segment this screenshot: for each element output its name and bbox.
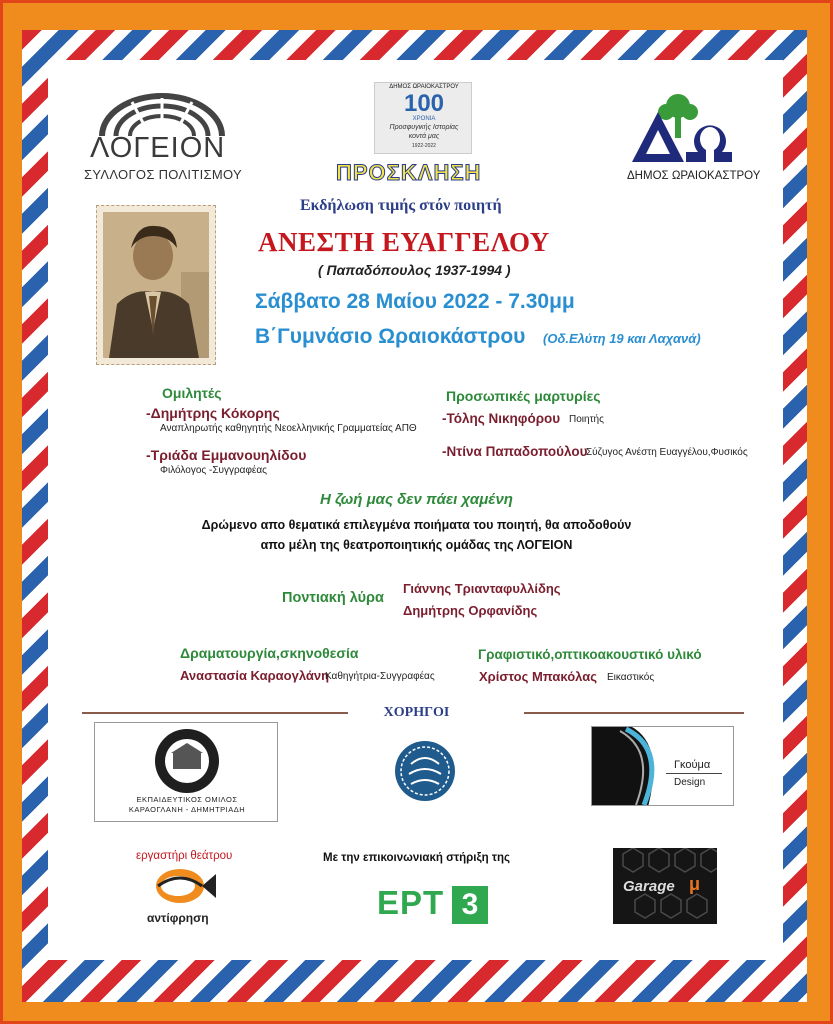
- poet-portrait: [103, 212, 209, 358]
- sponsor-garage-logo: [613, 848, 717, 924]
- invitation-title: ΠΡΟΣΚΛΗΣΗ: [336, 160, 482, 185]
- poet-years: ( Παπαδόπουλος 1937-1994 ): [318, 262, 511, 278]
- poet-name: ΑΝΕΣΤΗ ΕΥΑΓΓΕΛΟΥ: [258, 227, 550, 257]
- ert-logo-text: ΕΡΤ: [377, 884, 445, 921]
- antiphrasi-fish-icon: [152, 866, 216, 906]
- sponsor-icons-logo: [393, 738, 457, 804]
- program-line-2: απο μέλη της θεατροποιητικής ομάδας της ΛΟΓΕΙΟΝ: [260, 538, 573, 552]
- music-heading: Ποντιακή λύρα: [282, 590, 384, 606]
- logeion-arc-icon: [92, 92, 232, 136]
- gkouma-line-2: Design: [674, 777, 706, 788]
- centenary-tagline-2: κοντά μας: [408, 133, 440, 140]
- centenary-years: 1922-2022: [412, 143, 436, 149]
- speakers-heading: Ομιλητές: [162, 385, 222, 401]
- testimonies-heading: Προσωπικές μαρτυρίες: [446, 388, 601, 404]
- ert-logo-number: 3: [452, 886, 488, 924]
- speaker-name: -Δημήτρης Κόκορης: [146, 405, 280, 421]
- gkouma-divider: [666, 773, 722, 774]
- graphics-role: Εικαστικός: [607, 672, 655, 683]
- graphics-name: Χρίστος Μπακόλας: [479, 669, 597, 684]
- testimony-name: -Τόλης Νικηφόρου: [442, 411, 561, 426]
- sponsors-heading: ΧΟΡΗΓΟΙ: [383, 705, 450, 720]
- musician-name: Δημήτρης Ορφανίδης: [403, 603, 538, 618]
- media-support-text: Με την επικοινωνιακή στήριξη της: [323, 852, 510, 864]
- theatre-workshop-label: εργαστήρι θεάτρου: [136, 850, 233, 862]
- testimony-name: -Ντίνα Παπαδοπούλου: [442, 444, 588, 459]
- sponsor-gkouma-logo: [591, 726, 734, 806]
- testimony-role: Σύζυγος Ανέστη Ευαγγέλου,Φυσικός: [586, 447, 748, 458]
- director-name: Αναστασία Καραογλάνη: [180, 668, 330, 683]
- garage-mu-glyph: μ: [689, 874, 701, 894]
- sponsor-omilos-logo: [94, 722, 278, 822]
- poster-paper: [48, 60, 783, 960]
- garage-logo-text: Garage: [623, 878, 675, 895]
- speaker-name: -Τριάδα Εμμανουηλίδου: [146, 447, 307, 463]
- testimony-role: Ποιητής: [569, 414, 604, 425]
- centenary-badge: [374, 82, 472, 154]
- municipality-logo-icon: [628, 92, 734, 166]
- omilos-line-2: ΚΑΡΑΟΓΛΑΝΗ - ΔΗΜΗΤΡΙΑΔΗ: [128, 805, 246, 814]
- poet-photo-stamp: [96, 205, 216, 365]
- direction-heading: Δραματουργία,σκηνοθεσία: [180, 645, 359, 661]
- antiphrasi-text: αντίφρηση: [147, 911, 209, 925]
- speaker-role: Φιλόλογος -Συγγραφέας: [160, 465, 267, 476]
- omilos-line-1: ΕΚΠΑΙΔΕΥΤΙΚΟΣ ΟΜΙΛΟΣ: [136, 795, 238, 804]
- program-line-1: Δρώμενο απο θεματικά επιλεγμένα ποιήματα του ποιητή, θα αποδοθούν: [201, 518, 632, 532]
- event-subtitle: Εκδήλωση τιμής στόν ποιητή: [300, 197, 502, 214]
- speaker-role: Αναπληρωτής καθηγητής Νεοελληνικής Γραμματείας ΑΠΘ: [160, 423, 417, 434]
- logeion-logo-text: ΛΟΓΕΙΟΝ: [90, 132, 226, 164]
- program-heading: Η ζωή μας δεν πάει χαμένη: [320, 491, 513, 508]
- municipality-logo-text: ΔΗΜΟΣ ΩΡΑΙΟΚΑΣΤΡΟΥ: [627, 170, 761, 182]
- event-venue: Β΄Γυμνάσιο Ωραιοκάστρου: [255, 325, 526, 348]
- omilos-year: 1987: [181, 783, 193, 789]
- centenary-number: 100: [403, 90, 445, 117]
- centenary-word: ΧΡΟΝΙΑ: [412, 116, 436, 122]
- logeion-subtitle: ΣΥΛΛΟΓΟΣ ΠΟΛΙΤΙΣΜΟΥ: [84, 167, 242, 182]
- gkouma-line-1: Γκούμα: [674, 759, 711, 771]
- centenary-municipality: ΔΗΜΟΣ ΩΡΑΙΟΚΑΣΤΡΟΥ: [389, 84, 459, 90]
- director-role: Καθηγήτρια-Συγγραφέας: [325, 671, 435, 682]
- gkouma-swoosh-icon: [592, 727, 734, 806]
- centenary-tagline: Προσφυγικής Ιστορίας: [389, 124, 459, 131]
- graphics-heading: Γραφιστικό,οπτικοακουστικό υλικό: [478, 647, 702, 662]
- poet-portrait-image: [103, 212, 209, 358]
- venue-address: (Οδ.Ελύτη 19 και Λαχανά): [543, 331, 701, 346]
- musician-name: Γιάννης Τριανταφυλλίδης: [403, 581, 561, 596]
- event-date: Σάββατο 28 Μαίου 2022 - 7.30μμ: [255, 290, 575, 313]
